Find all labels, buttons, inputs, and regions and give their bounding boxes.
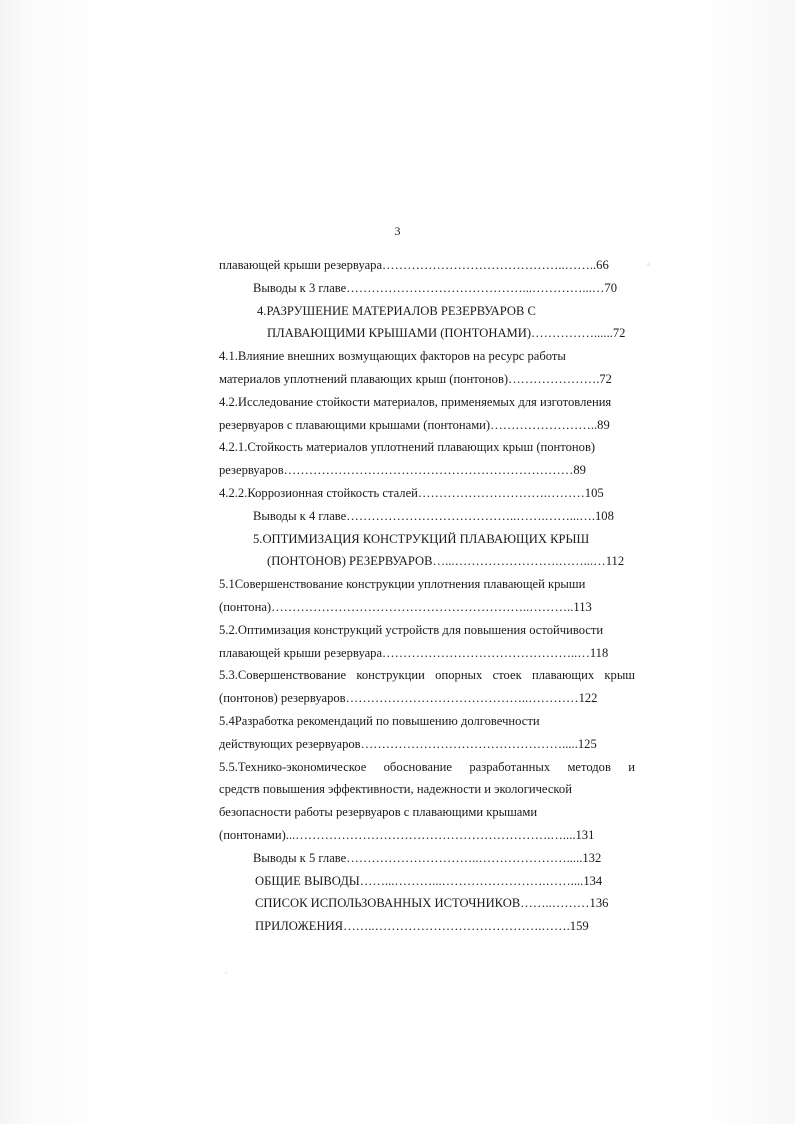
toc-line: средств повышения эффективности, надежности и экологической — [219, 782, 572, 797]
toc-line: 4.1.Влияние внешних возмущающих факторов на ресурс работы — [219, 349, 566, 364]
toc-section-heading: ОБЩИЕ ВЫВОДЫ……...………...…………………….……....134 — [255, 873, 603, 888]
toc-line: (понтона)……………………………………………………..………..113 — [219, 599, 592, 614]
toc-line: 4.2.1.Стойкость материалов уплотнений плавающих крыш (понтонов) — [219, 440, 596, 455]
table-of-contents — [219, 254, 635, 938]
toc-line: резервуаров……………………………………………………………89 — [219, 463, 586, 478]
toc-line: плавающей крыши резервуара………………………………………..…118 — [219, 645, 609, 660]
toc-line: резервуаров с плавающими крышами (понтонами)……………………..89 — [219, 417, 610, 432]
scan-speck — [225, 972, 227, 974]
toc-line: 4.2.Исследование стойкости материалов, применяемых для изготовления — [219, 394, 612, 409]
toc-chapter-heading: 4.РАЗРУШЕНИЕ МАТЕРИАЛОВ РЕЗЕРВУАРОВ С — [257, 303, 536, 318]
toc-line: плавающей крыши резервуара……………………………………..……..66 — [219, 258, 609, 272]
toc-section-heading: СПИСОК ИСПОЛЬЗОВАННЫХ ИСТОЧНИКОВ……..………136 — [255, 896, 609, 911]
toc-chapter-heading: (ПОНТОНОВ) РЕЗЕРВУАРОВ…...…………………….……...…112 — [267, 554, 625, 569]
toc-line: 5.5.Технико-экономическое обоснование разработанных методов и — [219, 759, 635, 774]
toc-line: Выводы к 4 главе…………………………………..…….……...….108 — [253, 508, 614, 523]
toc-line: безопасности работы резервуаров с плавающими крышами — [219, 805, 538, 820]
toc-line: 5.2.Оптимизация конструкций устройств для повышения остойчивости — [219, 622, 604, 637]
toc-section-heading: ПРИЛОЖЕНИЯ……..………………………………….…….159 — [255, 919, 589, 934]
toc-line: 5.4Разработка рекомендаций по повышению долговечности — [219, 713, 540, 728]
toc-line: Выводы к 5 главе…………………………..………………….....132 — [253, 850, 602, 865]
toc-line: (понтонами)...…………………………………………………….…....131 — [219, 827, 595, 842]
toc-line: материалов уплотнений плавающих крыш (понтонов)………………….72 — [219, 371, 612, 386]
scan-speck — [647, 263, 650, 266]
toc-chapter-heading: ПЛАВАЮЩИМИ КРЫШАМИ (ПОНТОНАМИ)……………......72 — [267, 326, 626, 341]
toc-line: действующих резервуаров………………………………………….....125 — [219, 736, 597, 751]
toc-line: 5.3.Совершенствование конструкции опорных стоек плавающих крыш — [219, 668, 635, 683]
toc-line: 4.2.2.Коррозионная стойкость сталей………………………….………105 — [219, 485, 604, 500]
toc-chapter-heading: 5.ОПТИМИЗАЦИЯ КОНСТРУКЦИЙ ПЛАВАЮЩИХ КРЫШ — [253, 531, 590, 546]
toc-line: (понтонов) резервуаров……………………………………..…………122 — [219, 691, 598, 706]
toc-line: Выводы к 3 главе……………………………………...…………...…70 — [253, 280, 618, 295]
page-number: 3 — [394, 224, 401, 238]
toc-line: 5.1Совершенствование конструкции уплотнения плавающей крыши — [219, 577, 586, 592]
